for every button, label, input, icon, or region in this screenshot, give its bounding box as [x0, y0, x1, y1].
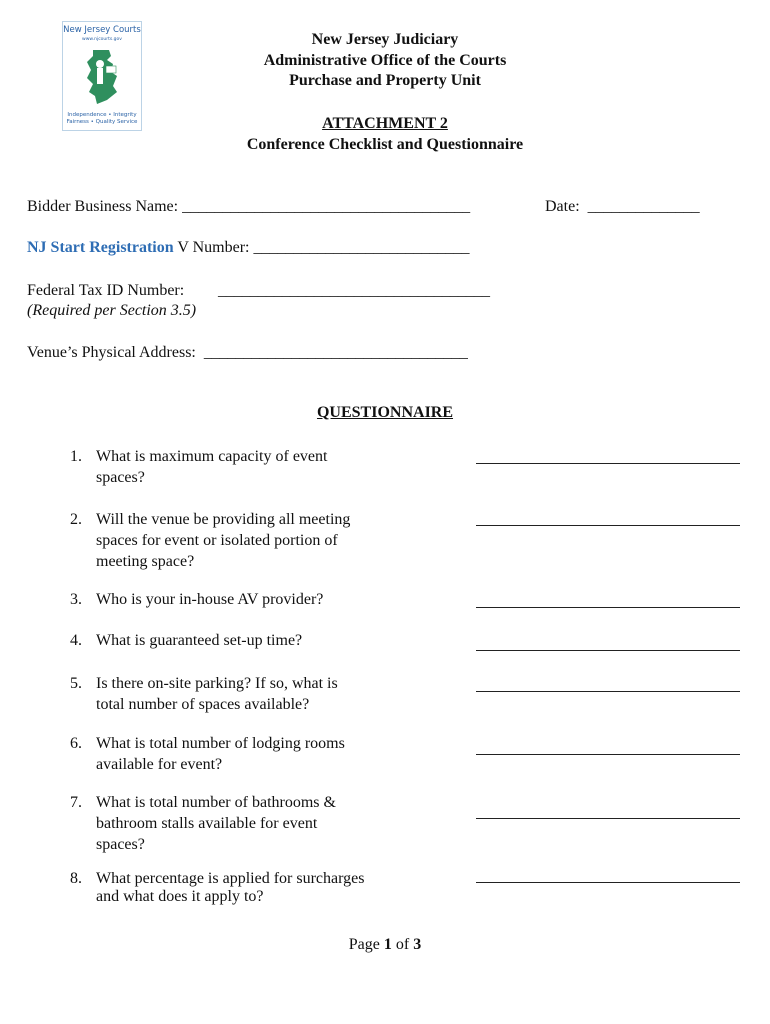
bidder-name-blank[interactable]: ____________________________________ [182, 198, 471, 215]
answer-line-3[interactable] [476, 607, 740, 608]
question-number: 5. [70, 675, 82, 692]
venue-address-field[interactable] [27, 343, 468, 363]
question-text: What is total number of bathrooms & bathroom stalls available for event spaces? [96, 794, 336, 853]
question-text: Will the venue be providing all meeting spaces for event or isolated portion of meeting space? [96, 511, 351, 570]
answer-line-7[interactable] [476, 818, 740, 819]
question-3 [70, 589, 370, 610]
header-line-2: Administrative Office of the Courts [263, 51, 507, 69]
date-blank[interactable]: ______________ [587, 198, 700, 215]
answer-line-4[interactable] [476, 650, 740, 651]
date-field[interactable] [545, 197, 700, 217]
attachment-heading [0, 113, 770, 155]
venue-address-blank[interactable]: _________________________________ [203, 344, 468, 361]
logo-title: New Jersey Courts [63, 25, 141, 35]
attachment-label: ATTACHMENT 2 [322, 115, 448, 132]
answer-line-5[interactable] [476, 691, 740, 692]
nj-start-registration-link[interactable]: NJ Start Registration [27, 239, 174, 256]
answer-line-2[interactable] [476, 525, 740, 526]
logo-url: www.njcourts.gov [82, 37, 122, 42]
question-text: What is total number of lodging rooms available for event? [96, 735, 345, 773]
question-7 [70, 792, 370, 855]
page-word: Page [348, 936, 380, 953]
header-line-1: New Jersey Judiciary [311, 31, 459, 48]
page-total: 3 [413, 936, 422, 953]
page-footer [0, 936, 770, 954]
vnumber-blank[interactable]: ___________________________ [249, 239, 470, 256]
tax-id-blank[interactable]: __________________________________ [218, 282, 490, 299]
question-text: What is maximum capacity of event spaces? [96, 448, 328, 486]
question-8 [70, 870, 370, 906]
vnumber-label: V Number: [173, 239, 250, 256]
question-text: Is there on-site parking? If so, what is total number of spaces available? [96, 675, 338, 713]
question-number: 8. [70, 870, 82, 887]
questionnaire-title: QUESTIONNAIRE [316, 404, 454, 421]
question-4 [70, 630, 370, 651]
question-text: What is guaranteed set-up time? [96, 632, 303, 649]
answer-line-1[interactable] [476, 463, 740, 464]
question-5 [70, 673, 370, 715]
of-word: of [395, 936, 410, 953]
question-number: 4. [70, 632, 82, 649]
question-number: 7. [70, 794, 82, 811]
document-subtitle: Conference Checklist and Questionnaire [246, 136, 524, 153]
answer-line-6[interactable] [476, 754, 740, 755]
question-1 [70, 446, 370, 488]
question-number: 6. [70, 735, 82, 752]
answer-line-8[interactable] [476, 882, 740, 883]
question-number: 1. [70, 448, 82, 465]
bidder-name-field[interactable] [27, 197, 470, 217]
vnumber-field[interactable] [27, 238, 470, 258]
tax-id-field[interactable] [27, 281, 184, 301]
question-number: 3. [70, 591, 82, 608]
bidder-name-label: Bidder Business Name: [27, 198, 179, 215]
document-header [0, 30, 770, 92]
header-line-3: Purchase and Property Unit [289, 72, 481, 89]
tax-id-label: Federal Tax ID Number: [27, 282, 185, 299]
question-text: What percentage is applied for surcharges and what does it apply to? [96, 870, 365, 905]
date-label: Date: [545, 198, 580, 215]
question-6 [70, 733, 370, 775]
tax-id-note: (Required per Section 3.5) [27, 302, 197, 319]
question-2 [70, 509, 370, 572]
question-text: Who is your in-house AV provider? [96, 591, 324, 608]
venue-address-label: Venue’s Physical Address: [27, 344, 196, 361]
question-number: 2. [70, 511, 82, 528]
page-number: 1 [383, 936, 392, 953]
logo-motto: Independence • Integrity Fairness • Quality Service [66, 112, 138, 125]
